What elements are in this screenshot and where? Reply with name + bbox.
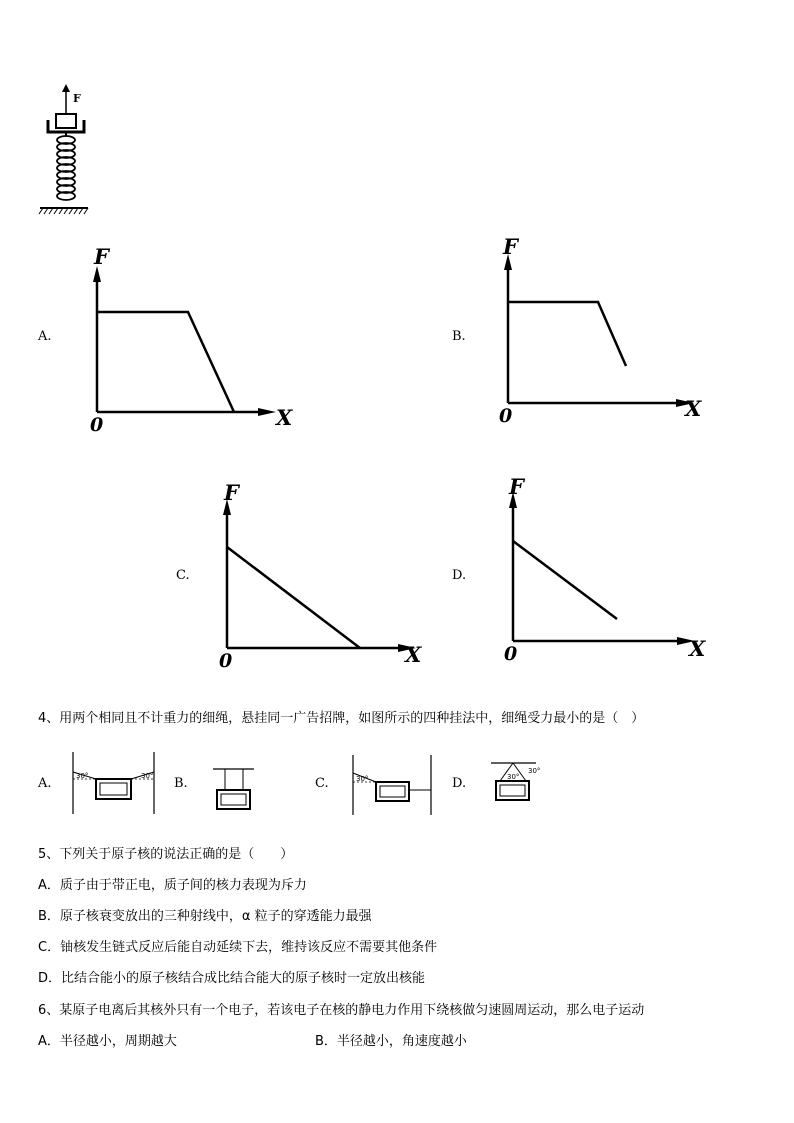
graph-b-x-label: X [685,396,702,421]
q5-text: 5、下列关于原子核的说法正确的是（ ） [38,847,294,862]
graph-a-option-label: A. [38,329,52,344]
q4-c-angle: 30° [356,775,369,783]
spring-figure [38,84,98,214]
q5-option-a: A．质子由于带正电，质子间的核力表现为斥力 [38,878,307,893]
graph-d-option-label: D. [452,568,467,583]
q4-figure-a [70,752,160,816]
q4-figure-b [210,766,260,814]
graph-c-y-label: F [224,480,239,505]
spring-drawing [38,84,98,214]
graph-d-y-label: F [509,474,524,499]
graph-d [495,488,705,653]
q4-option-b-label: B. [174,776,188,791]
q5-option-d: D．比结合能小的原子核结合成比结合能大的原子核时一定放出核能 [38,971,426,986]
q4-a-angle-left: 30° [76,772,89,780]
q6-option-b: B．半径越小，角速度越小 [315,1034,467,1049]
q4-d-angle-left: 30° [507,773,520,781]
graph-c-x-label: X [405,642,422,667]
graph-d-x-label: X [689,636,706,661]
q4-figure-c [350,755,435,817]
graph-c-option-label: C. [176,568,190,583]
graph-d-origin: 0 [504,643,518,665]
q5-option-c: C．铀核发生链式反应后能自动延续下去，维持该反应不需要其他条件 [38,940,438,955]
force-label: F [73,92,81,105]
graph-b [490,250,700,420]
q4-a-angle-right: 30° [141,772,154,780]
q4-option-d-label: D. [452,776,467,791]
graph-a-origin: 0 [90,414,104,436]
graph-c [210,495,420,660]
q5-option-b: B．原子核衰变放出的三种射线中，α 粒子的穿透能力最强 [38,909,372,924]
q4-text: 4、用两个相同且不计重力的细绳，悬挂同一广告招牌，如图所示的四种挂法中，细绳受力最小的是（ ） [38,711,645,726]
graph-a-y-label: F [94,244,109,269]
graph-a [80,260,280,430]
q6-text: 6、某原子电离后其核外只有一个电子，若该电子在核的静电力作用下绕核做匀速圆周运动，那么电子运动 [38,1003,645,1018]
graph-b-y-label: F [503,234,518,259]
q4-option-a-label: A. [38,776,52,791]
graph-a-x-label: X [276,405,293,430]
q4-d-angle-right: 30° [528,767,541,775]
graph-c-origin: 0 [219,650,233,672]
q6-option-a: A．半径越小，周期越大 [38,1034,177,1049]
graph-b-origin: 0 [499,405,513,427]
q4-option-c-label: C. [315,776,329,791]
graph-b-option-label: B. [452,329,466,344]
